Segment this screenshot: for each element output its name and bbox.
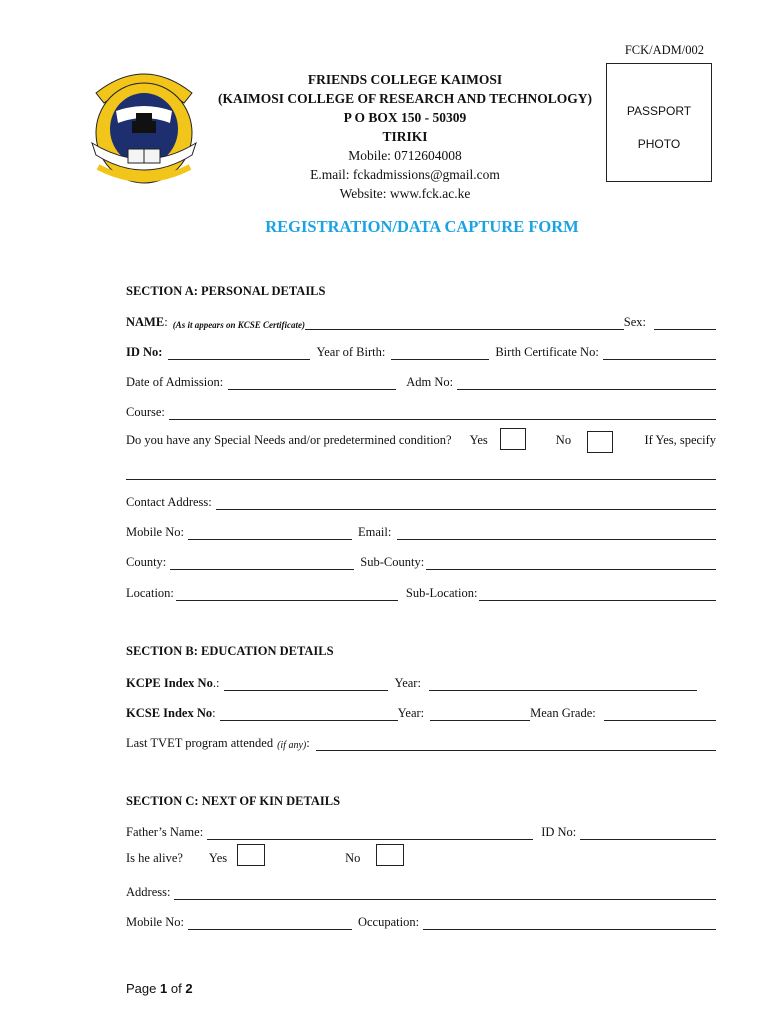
- tvet-hint: (if any): [277, 740, 307, 751]
- year-of-birth-field[interactable]: [391, 346, 489, 360]
- father-id-field[interactable]: [580, 826, 716, 840]
- kcse-year-field[interactable]: [430, 707, 530, 721]
- email-field[interactable]: [397, 526, 716, 540]
- page-of-word: of: [170, 981, 182, 996]
- kcse-row: [126, 703, 716, 721]
- admission-row: [126, 372, 716, 390]
- form-reference-code: FCK/ADM/002: [624, 43, 704, 57]
- kin-address-label: Address:: [126, 885, 171, 899]
- tvet-colon: :: [306, 736, 310, 750]
- tvet-label: Last TVET program attended: [126, 736, 274, 750]
- college-town: TIRIKI: [382, 129, 428, 144]
- id-row: [126, 342, 716, 360]
- kcse-index-suffix: :: [212, 706, 216, 720]
- county-field[interactable]: [170, 556, 354, 570]
- year-of-birth-label: Year of Birth:: [316, 345, 386, 359]
- contact-address-row: [126, 492, 716, 510]
- adm-no-field[interactable]: [457, 376, 716, 390]
- kcpe-index-field[interactable]: [224, 677, 388, 691]
- location-label: Location:: [126, 586, 174, 600]
- alive-no-label: No: [345, 851, 361, 865]
- college-header: [195, 70, 615, 203]
- course-label: Course:: [126, 405, 165, 419]
- page-total: 2: [185, 981, 193, 996]
- kin-mobile-row: [126, 912, 716, 930]
- name-row: [126, 312, 716, 330]
- is-alive-label: Is he alive?: [126, 851, 183, 865]
- sex-label: Sex:: [623, 315, 646, 329]
- sub-county-field[interactable]: [426, 556, 716, 570]
- kin-mobile-field[interactable]: [188, 916, 352, 930]
- kcse-year-label: Year:: [397, 706, 425, 720]
- contact-address-field[interactable]: [216, 496, 716, 510]
- father-id-label: ID No:: [541, 825, 577, 839]
- sub-county-label: Sub-County:: [360, 555, 425, 569]
- name-hint: (As it appears on KCSE Certificate): [172, 320, 305, 330]
- specify-row: [126, 462, 716, 480]
- photo-label: PHOTO: [637, 137, 681, 151]
- father-row: [126, 822, 716, 840]
- county-row: [126, 552, 716, 570]
- page-current: 1: [160, 981, 168, 996]
- tvet-row: [126, 733, 716, 751]
- id-field[interactable]: [168, 346, 310, 360]
- kcpe-index-label: KCPE Index No: [126, 676, 213, 690]
- date-of-admission-label: Date of Admission:: [126, 375, 224, 389]
- college-crest-logo: [88, 63, 200, 187]
- kin-address-row: [126, 882, 716, 900]
- sub-location-label: Sub-Location:: [405, 586, 478, 600]
- mobile-label: Mobile No:: [126, 525, 184, 539]
- special-needs-no-label: No: [555, 433, 572, 447]
- kcse-index-field[interactable]: [220, 707, 398, 721]
- college-full-name: (KAIMOSI COLLEGE OF RESEARCH AND TECHNOLOGY): [218, 91, 592, 106]
- course-row: [126, 402, 716, 420]
- occupation-label: Occupation:: [357, 915, 420, 929]
- section-c-title: SECTION C: NEXT OF KIN DETAILS: [126, 794, 341, 808]
- college-po-box: P O BOX 150 - 50309: [343, 110, 467, 125]
- birth-certificate-label: Birth Certificate No:: [495, 345, 599, 359]
- passport-label: PASSPORT: [626, 104, 692, 118]
- mobile-field[interactable]: [188, 526, 352, 540]
- college-name: FRIENDS COLLEGE KAIMOSI: [307, 72, 503, 87]
- adm-no-label: Adm No:: [406, 375, 454, 389]
- special-needs-question: Do you have any Special Needs and/or predetermined condition?: [126, 433, 452, 447]
- special-needs-no-checkbox[interactable]: [587, 431, 613, 453]
- kcpe-year-field[interactable]: [429, 677, 697, 691]
- passport-photo-box[interactable]: [606, 63, 712, 182]
- id-label: ID No:: [126, 345, 163, 359]
- name-label: NAME: [126, 315, 165, 329]
- kcpe-row: [126, 673, 716, 691]
- father-name-field[interactable]: [207, 826, 533, 840]
- college-email: E.mail: fckadmissions@gmail.com: [310, 167, 500, 182]
- mean-grade-label: Mean Grade:: [530, 706, 596, 720]
- date-of-admission-field[interactable]: [228, 376, 396, 390]
- kin-address-field[interactable]: [174, 886, 716, 900]
- alive-row: [126, 844, 716, 868]
- form-title: REGISTRATION/DATA CAPTURE FORM: [265, 217, 579, 236]
- college-website: Website: www.fck.ac.ke: [339, 186, 471, 201]
- father-name-label: Father’s Name:: [126, 825, 204, 839]
- email-label: Email:: [357, 525, 392, 539]
- location-field[interactable]: [176, 587, 398, 601]
- special-needs-yes-label: Yes: [469, 433, 488, 447]
- name-colon: :: [164, 315, 168, 329]
- special-needs-row: [126, 428, 716, 452]
- county-label: County:: [126, 555, 167, 569]
- alive-no-checkbox[interactable]: [376, 844, 404, 866]
- page-number: [126, 981, 193, 996]
- kin-mobile-label: Mobile No:: [126, 915, 184, 929]
- if-yes-specify-label: If Yes, specify: [644, 433, 716, 447]
- tvet-field[interactable]: [316, 737, 716, 751]
- sex-field[interactable]: [654, 316, 716, 330]
- section-a-title: SECTION A: PERSONAL DETAILS: [126, 284, 326, 298]
- college-mobile: Mobile: 0712604008: [348, 148, 462, 163]
- mean-grade-field[interactable]: [604, 707, 716, 721]
- kcse-index-label: KCSE Index No: [126, 706, 213, 720]
- section-b-title: SECTION B: EDUCATION DETAILS: [126, 644, 334, 658]
- name-field[interactable]: [305, 316, 624, 330]
- location-row: [126, 583, 716, 601]
- birth-certificate-field[interactable]: [603, 346, 716, 360]
- alive-yes-label: Yes: [208, 851, 228, 865]
- special-needs-yes-checkbox[interactable]: [500, 428, 526, 450]
- course-field[interactable]: [169, 406, 716, 420]
- kcpe-year-label: Year:: [394, 676, 421, 690]
- occupation-field[interactable]: [423, 916, 716, 930]
- kcpe-index-suffix: .:: [212, 676, 220, 690]
- alive-yes-checkbox[interactable]: [237, 844, 265, 866]
- sub-location-field[interactable]: [479, 587, 716, 601]
- page-word: Page: [126, 981, 157, 996]
- contact-address-label: Contact Address:: [126, 495, 212, 509]
- mobile-email-row: [126, 522, 716, 540]
- special-needs-specify-field[interactable]: [126, 466, 716, 480]
